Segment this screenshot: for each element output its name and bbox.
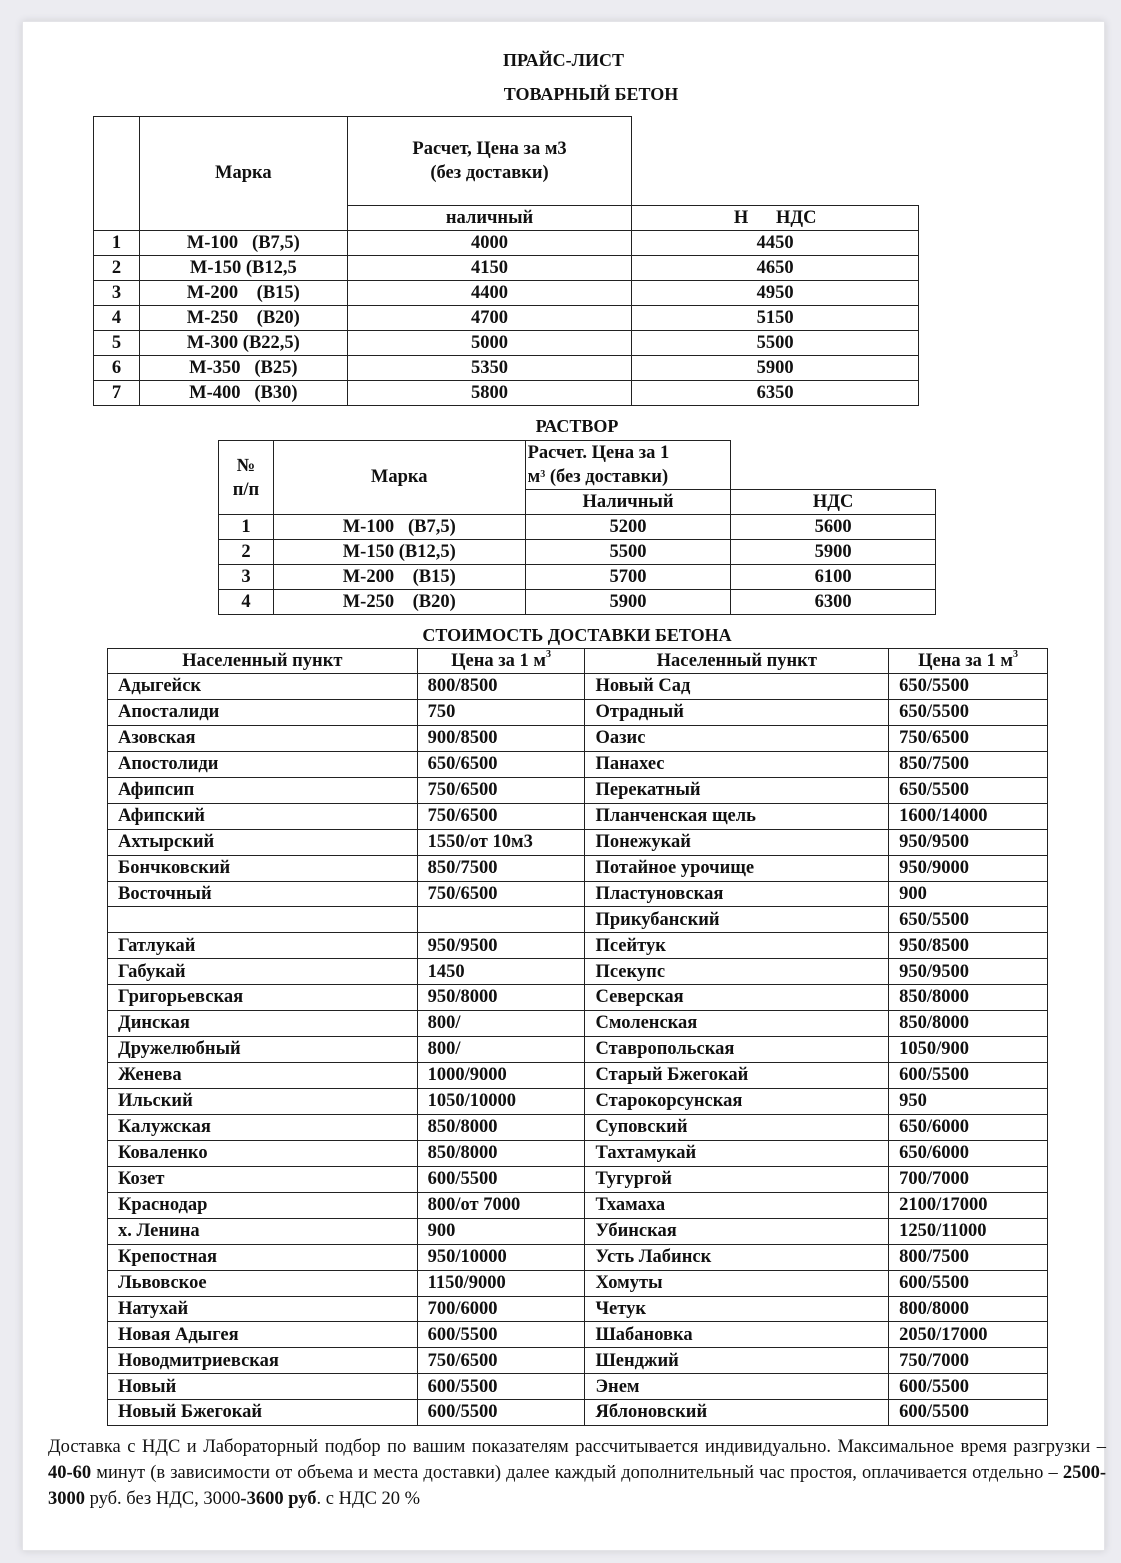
place-name: Оазис bbox=[585, 725, 889, 751]
place-name: Планченская щель bbox=[585, 803, 889, 829]
cash-header: Наличный bbox=[525, 490, 731, 515]
empty-header-cell bbox=[632, 117, 919, 206]
place-name: Азовская bbox=[108, 725, 418, 751]
delivery-price: 900 bbox=[889, 881, 1048, 907]
place-name: Натухай bbox=[108, 1296, 418, 1322]
row-number: 1 bbox=[219, 515, 274, 540]
delivery-price: 1250/11000 bbox=[889, 1218, 1048, 1244]
place-name: Убинская bbox=[585, 1218, 889, 1244]
cash-price: 5000 bbox=[347, 331, 632, 356]
place-name: Габукай bbox=[108, 959, 418, 985]
delivery-section-title: СТОИМОСТЬ ДОСТАВКИ БЕТОНА bbox=[422, 625, 732, 645]
place-name: Северская bbox=[585, 985, 889, 1011]
cash-header: наличный bbox=[347, 206, 632, 231]
idle-price-no-vat: 2500-3000 bbox=[48, 1463, 1106, 1509]
delivery-price: 750/6500 bbox=[417, 777, 585, 803]
table-row bbox=[94, 231, 919, 256]
delivery-price: 700/7000 bbox=[889, 1166, 1048, 1192]
document-title: ПРАЙС-ЛИСТ bbox=[502, 50, 625, 70]
unit-exponent: 3 bbox=[1013, 648, 1019, 660]
delivery-price: 750/7000 bbox=[889, 1348, 1048, 1374]
delivery-price: 800/от 7000 bbox=[417, 1192, 585, 1218]
table-row bbox=[108, 933, 1048, 959]
delivery-price: 950/9000 bbox=[889, 855, 1048, 881]
delivery-price: 1050/900 bbox=[889, 1037, 1048, 1063]
place-name: Тхамаха bbox=[585, 1192, 889, 1218]
mark-cell: М-250 (В20) bbox=[139, 306, 347, 331]
delivery-price: 750/6500 bbox=[417, 803, 585, 829]
place-name: Яблоновский bbox=[585, 1400, 889, 1426]
vat-price: 6100 bbox=[731, 565, 936, 590]
table-row bbox=[219, 515, 936, 540]
price-header-line1: Расчет. Цена за 1 bbox=[527, 443, 670, 463]
cash-price: 5700 bbox=[525, 565, 731, 590]
table-row bbox=[108, 1166, 1048, 1192]
delivery-price: 750 bbox=[417, 699, 585, 725]
delivery-price: 950/9500 bbox=[889, 959, 1048, 985]
delivery-price: 1000/9000 bbox=[417, 1063, 585, 1089]
delivery-rows bbox=[108, 674, 1048, 1426]
concrete-price-table bbox=[93, 116, 919, 406]
number-header-line2: п/п bbox=[232, 479, 260, 500]
idle-price-vat: -3600 руб bbox=[240, 1489, 317, 1509]
delivery-price: 650/5500 bbox=[889, 699, 1048, 725]
place-name: Афипсип bbox=[108, 777, 418, 803]
table-row bbox=[108, 1322, 1048, 1348]
cash-price: 5900 bbox=[525, 590, 731, 615]
vat-price: 6350 bbox=[632, 381, 919, 406]
row-number: 2 bbox=[94, 256, 140, 281]
place-name: Калужская bbox=[108, 1114, 418, 1140]
delivery-price: 800/7500 bbox=[889, 1244, 1048, 1270]
delivery-price: 650/6000 bbox=[889, 1114, 1048, 1140]
delivery-price: 900/8500 bbox=[417, 725, 585, 751]
place-name: Новый Сад bbox=[585, 674, 889, 700]
vat-price: 5150 bbox=[632, 306, 919, 331]
delivery-price: 650/5500 bbox=[889, 907, 1048, 933]
place-name: Восточный bbox=[108, 881, 418, 907]
table-row bbox=[219, 590, 936, 615]
table-row bbox=[108, 1400, 1048, 1426]
table-row bbox=[108, 777, 1048, 803]
delivery-price: 650/6000 bbox=[889, 1140, 1048, 1166]
mark-cell: М-400 (В30) bbox=[139, 381, 347, 406]
place-name: Старый Бжегокай bbox=[585, 1063, 889, 1089]
place-name: Апостолиди bbox=[108, 751, 418, 777]
delivery-price: 950/9500 bbox=[417, 933, 585, 959]
mark-cell: М-300 (В22,5) bbox=[139, 331, 347, 356]
delivery-note bbox=[48, 1434, 1106, 1512]
vat-price: 5900 bbox=[632, 356, 919, 381]
delivery-price: 850/8000 bbox=[417, 1140, 585, 1166]
price-header bbox=[889, 649, 1048, 674]
delivery-price: 600/5500 bbox=[417, 1374, 585, 1400]
empty-header-cell bbox=[731, 441, 936, 490]
table-row bbox=[108, 751, 1048, 777]
price-header bbox=[417, 649, 585, 674]
place-name: Усть Лабинск bbox=[585, 1244, 889, 1270]
price-header-line2 bbox=[528, 465, 731, 489]
place-name: Суповский bbox=[585, 1114, 889, 1140]
place-name: Шенджий bbox=[585, 1348, 889, 1374]
place-name: Смоленская bbox=[585, 1011, 889, 1037]
delivery-price: 650/5500 bbox=[889, 674, 1048, 700]
mark-cell: М-150 (В12,5) bbox=[273, 540, 525, 565]
table-row bbox=[94, 256, 919, 281]
place-name: Новодмитриевская bbox=[108, 1348, 418, 1374]
price-header bbox=[525, 441, 731, 490]
mortar-price-table bbox=[218, 440, 936, 615]
delivery-price: 850/8000 bbox=[889, 985, 1048, 1011]
delivery-price: 600/5500 bbox=[417, 1166, 585, 1192]
table-row bbox=[108, 1089, 1048, 1115]
place-name: Григорьевская bbox=[108, 985, 418, 1011]
note-text: руб. без НДС, 3000 bbox=[85, 1489, 241, 1509]
table-row bbox=[108, 1114, 1048, 1140]
place-name: Прикубанский bbox=[585, 907, 889, 933]
delivery-price: 1450 bbox=[417, 959, 585, 985]
price-header-line1: Расчет, Цена за м3 bbox=[412, 138, 567, 159]
vat-price: 6300 bbox=[731, 590, 936, 615]
table-row bbox=[108, 1270, 1048, 1296]
delivery-price: 600/5500 bbox=[417, 1400, 585, 1426]
note-text: минут (в зависимости от объема и места доставки) далее каждый дополнительный час простоя, оплачивается отдельно – bbox=[91, 1463, 1063, 1483]
place-name: Новая Адыгея bbox=[108, 1322, 418, 1348]
place-name: Шабановка bbox=[585, 1322, 889, 1348]
table-row bbox=[108, 881, 1048, 907]
delivery-price bbox=[417, 907, 585, 933]
place-name: Коваленко bbox=[108, 1140, 418, 1166]
delivery-price: 600/5500 bbox=[889, 1374, 1048, 1400]
place-header: Населенный пункт bbox=[108, 649, 418, 674]
table-row bbox=[108, 699, 1048, 725]
delivery-price: 800/8000 bbox=[889, 1296, 1048, 1322]
table-row bbox=[108, 1037, 1048, 1063]
cash-price: 4700 bbox=[347, 306, 632, 331]
unit-exponent: 3 bbox=[540, 469, 546, 480]
place-name: Энем bbox=[585, 1374, 889, 1400]
row-number: 3 bbox=[219, 565, 274, 590]
table-row bbox=[94, 381, 919, 406]
mark-header: Марка bbox=[139, 117, 347, 231]
delivery-price: 750/6500 bbox=[889, 725, 1048, 751]
vat-price: 4450 bbox=[632, 231, 919, 256]
price-header-label: Цена за 1 м bbox=[451, 650, 547, 671]
delivery-price: 700/6000 bbox=[417, 1296, 585, 1322]
vat-price: 5600 bbox=[731, 515, 936, 540]
delivery-price: 750/6500 bbox=[417, 1348, 585, 1374]
delivery-price: 2050/17000 bbox=[889, 1322, 1048, 1348]
number-header bbox=[219, 441, 274, 515]
delivery-price: 800/ bbox=[417, 1011, 585, 1037]
delivery-price: 600/5500 bbox=[417, 1322, 585, 1348]
delivery-price: 750/6500 bbox=[417, 881, 585, 907]
table-row bbox=[219, 565, 936, 590]
place-name: Перекатный bbox=[585, 777, 889, 803]
place-name: Афипский bbox=[108, 803, 418, 829]
cash-price: 5500 bbox=[525, 540, 731, 565]
place-name: Потайное урочище bbox=[585, 855, 889, 881]
table-row bbox=[108, 674, 1048, 700]
delivery-price: 800/ bbox=[417, 1037, 585, 1063]
row-number: 7 bbox=[94, 381, 140, 406]
row-number: 6 bbox=[94, 356, 140, 381]
place-name: Ставропольская bbox=[585, 1037, 889, 1063]
cash-price: 5800 bbox=[347, 381, 632, 406]
place-name: Дружелюбный bbox=[108, 1037, 418, 1063]
place-name: Крепостная bbox=[108, 1244, 418, 1270]
delivery-price: 950/9500 bbox=[889, 829, 1048, 855]
vat-price: 4650 bbox=[632, 256, 919, 281]
delivery-price: 2100/17000 bbox=[889, 1192, 1048, 1218]
price-header bbox=[347, 117, 632, 206]
delivery-price: 800/8500 bbox=[417, 674, 585, 700]
unload-time: 40-60 bbox=[48, 1463, 92, 1483]
number-header-line1: № bbox=[236, 455, 256, 476]
place-name: Четук bbox=[585, 1296, 889, 1322]
delivery-price: 850/7500 bbox=[417, 855, 585, 881]
number-header bbox=[94, 117, 140, 231]
vat-header: Н НДС bbox=[632, 206, 919, 231]
price-header-line2: (без доставки) bbox=[430, 163, 549, 183]
row-number: 4 bbox=[94, 306, 140, 331]
place-name: Динская bbox=[108, 1011, 418, 1037]
delivery-price: 650/5500 bbox=[889, 777, 1048, 803]
mark-cell: М-100 (В7,5) bbox=[273, 515, 525, 540]
delivery-price: 950/8500 bbox=[889, 933, 1048, 959]
row-number: 5 bbox=[94, 331, 140, 356]
table-row bbox=[108, 1218, 1048, 1244]
vat-price: 4950 bbox=[632, 281, 919, 306]
concrete-section-title: ТОВАРНЫЙ БЕТОН bbox=[503, 84, 679, 104]
table-row bbox=[94, 306, 919, 331]
cash-price: 5350 bbox=[347, 356, 632, 381]
table-row bbox=[94, 281, 919, 306]
cash-price: 4150 bbox=[347, 256, 632, 281]
place-header: Населенный пункт bbox=[585, 649, 889, 674]
place-name: Козет bbox=[108, 1166, 418, 1192]
table-row bbox=[108, 1011, 1048, 1037]
row-number: 3 bbox=[94, 281, 140, 306]
row-number: 1 bbox=[94, 231, 140, 256]
table-row bbox=[108, 1244, 1048, 1270]
place-name: Бончковский bbox=[108, 855, 418, 881]
cash-price: 5200 bbox=[525, 515, 731, 540]
place-name: Ильский bbox=[108, 1089, 418, 1115]
row-number: 2 bbox=[219, 540, 274, 565]
cash-price: 4000 bbox=[347, 231, 632, 256]
place-name: Понежукай bbox=[585, 829, 889, 855]
place-name: Отрадный bbox=[585, 699, 889, 725]
place-name: Апосталиди bbox=[108, 699, 418, 725]
table-row bbox=[108, 1374, 1048, 1400]
mortar-section-title: РАСТВОР bbox=[535, 416, 619, 436]
delivery-price: 850/7500 bbox=[889, 751, 1048, 777]
table-row bbox=[108, 1063, 1048, 1089]
delivery-price: 850/8000 bbox=[417, 1114, 585, 1140]
place-name: Краснодар bbox=[108, 1192, 418, 1218]
note-text: Доставка с НДС и Лабораторный подбор по вашим показателям рассчитывается индивидуально. Максимальное время разгрузки – bbox=[48, 1437, 1106, 1457]
delivery-header-row bbox=[108, 649, 1048, 674]
delivery-price-table bbox=[107, 648, 1048, 1426]
mark-header: Марка bbox=[273, 441, 525, 515]
row-number: 4 bbox=[219, 590, 274, 615]
table-row bbox=[108, 1140, 1048, 1166]
table-row bbox=[108, 1348, 1048, 1374]
delivery-price: 950 bbox=[889, 1089, 1048, 1115]
table-row bbox=[219, 540, 936, 565]
table-row bbox=[108, 725, 1048, 751]
vat-price: 5900 bbox=[731, 540, 936, 565]
cash-price: 4400 bbox=[347, 281, 632, 306]
price-list-page bbox=[22, 21, 1105, 1551]
table-row bbox=[108, 803, 1048, 829]
delivery-price: 1150/9000 bbox=[417, 1270, 585, 1296]
place-name: Тугургой bbox=[585, 1166, 889, 1192]
table-row bbox=[94, 356, 919, 381]
place-name: Женева bbox=[108, 1063, 418, 1089]
unit-exponent: 3 bbox=[546, 648, 552, 660]
table-row bbox=[108, 1296, 1048, 1322]
delivery-price: 1050/10000 bbox=[417, 1089, 585, 1115]
table-row bbox=[108, 959, 1048, 985]
delivery-price: 850/8000 bbox=[889, 1011, 1048, 1037]
delivery-price: 600/5500 bbox=[889, 1063, 1048, 1089]
vat-header: НДС bbox=[731, 490, 936, 515]
mark-cell: М-150 (В12,5 bbox=[139, 256, 347, 281]
place-name: Львовское bbox=[108, 1270, 418, 1296]
vat-price: 5500 bbox=[632, 331, 919, 356]
place-name: Тахтамукай bbox=[585, 1140, 889, 1166]
unit: м bbox=[527, 467, 541, 487]
note-text: . с НДС 20 % bbox=[316, 1489, 421, 1509]
price-header-note: (без доставки) bbox=[545, 467, 669, 487]
place-name: Новый Бжегокай bbox=[108, 1400, 418, 1426]
price-header-label: Цена за 1 м bbox=[918, 650, 1014, 671]
place-name: Хомуты bbox=[585, 1270, 889, 1296]
table-row bbox=[108, 1192, 1048, 1218]
place-name: Новый bbox=[108, 1374, 418, 1400]
place-name: Гатлукай bbox=[108, 933, 418, 959]
place-name: Псейтук bbox=[585, 933, 889, 959]
delivery-price: 950/8000 bbox=[417, 985, 585, 1011]
delivery-price: 1550/от 10м3 bbox=[417, 829, 585, 855]
delivery-price: 950/10000 bbox=[417, 1244, 585, 1270]
delivery-price: 600/5500 bbox=[889, 1400, 1048, 1426]
delivery-price: 1600/14000 bbox=[889, 803, 1048, 829]
place-name: Старокорсунская bbox=[585, 1089, 889, 1115]
place-name: Панахес bbox=[585, 751, 889, 777]
table-row bbox=[108, 907, 1048, 933]
place-name: Ахтырский bbox=[108, 829, 418, 855]
place-name: Псекупс bbox=[585, 959, 889, 985]
mark-cell: М-200 (В15) bbox=[273, 565, 525, 590]
place-name: х. Ленина bbox=[108, 1218, 418, 1244]
mark-cell: М-200 (В15) bbox=[139, 281, 347, 306]
mark-cell: М-250 (В20) bbox=[273, 590, 525, 615]
delivery-price: 900 bbox=[417, 1218, 585, 1244]
delivery-price: 600/5500 bbox=[889, 1270, 1048, 1296]
table-row bbox=[108, 855, 1048, 881]
table-row bbox=[108, 985, 1048, 1011]
place-name: Адыгейск bbox=[108, 674, 418, 700]
table-row bbox=[108, 829, 1048, 855]
mark-cell: М-350 (В25) bbox=[139, 356, 347, 381]
place-name: Пластуновская bbox=[585, 881, 889, 907]
table-row bbox=[94, 331, 919, 356]
delivery-price: 650/6500 bbox=[417, 751, 585, 777]
mark-cell: М-100 (В7,5) bbox=[139, 231, 347, 256]
place-name bbox=[108, 907, 418, 933]
